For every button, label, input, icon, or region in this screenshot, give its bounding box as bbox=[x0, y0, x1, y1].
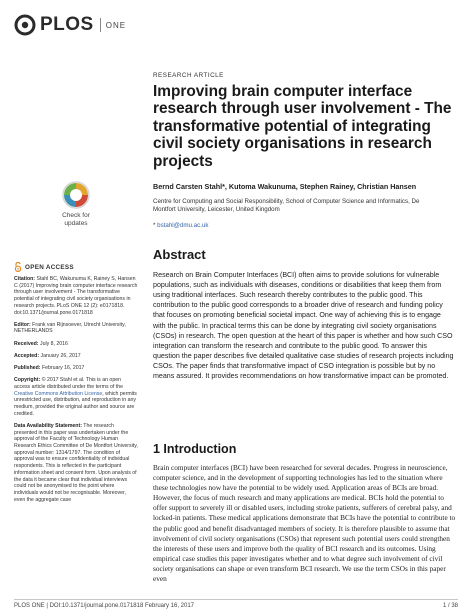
accepted-label: Accepted: bbox=[14, 352, 40, 359]
article-metadata bbox=[14, 276, 138, 509]
open-lock-icon bbox=[14, 262, 22, 272]
article-header bbox=[153, 72, 458, 381]
editor-label: Editor: bbox=[14, 321, 31, 328]
accepted-block bbox=[14, 353, 138, 360]
received-block bbox=[14, 341, 138, 348]
crossmark-icon bbox=[61, 180, 91, 210]
logo-subtitle: ONE bbox=[105, 20, 127, 30]
corresponding-star: * bbox=[153, 222, 156, 230]
author-list: Bernd Carsten Stahl*, Kutoma Wakunuma, Stephen Rainey, Christian Hansen bbox=[153, 182, 417, 192]
received-label: Received: bbox=[14, 340, 39, 347]
affiliation: Centre for Computing and Social Responsibility, School of Computer Science and Informatics, De Montfort University, Leicester, United Kingdom bbox=[153, 198, 420, 214]
abstract-heading: Abstract bbox=[153, 247, 206, 263]
page-number: 1 / 38 bbox=[442, 603, 458, 609]
data-availability-text: The research presented in this paper was undertaken under the approval of the Faculty of Technology Human Research Ethics Committee of De Montfort University, approval number: 1314/1797. The condition of approval was to ensure confidentiality of individual respondents. This is reflected in the participant information sheet and consent form. Upon analysis of the data it became clear that individual interviews could not be anonymised to the point where individuals would not be recognisable. Moreover, even the aggregate case bbox=[14, 422, 138, 503]
journal-logo[interactable] bbox=[14, 12, 126, 38]
editor-block bbox=[14, 322, 138, 335]
data-availability-block bbox=[14, 423, 138, 503]
citation-text: Stahl BC, Wakunuma K, Rainey S, Hansen C (2017) Improving brain computer interface research through user involvement - The transformative potential of integrating civil society organisations in research projects. PLoS ONE 12 (2): e0171818. doi:10.1371/journal.pone.0171818 bbox=[14, 276, 138, 316]
citation-block bbox=[14, 276, 138, 316]
article-title: Improving brain computer interface research through user involvement - The transformative potential of integrating civil society organisations in research projects bbox=[153, 83, 452, 170]
accepted-text: January 26, 2017 bbox=[40, 352, 81, 359]
copyright-text-post: , which permits unrestricted use, distribution, and reproduction in any medium, provided the original author and source are credited. bbox=[14, 390, 137, 417]
copyright-text-pre: © 2017 Stahl et al. This is an open access article distributed under the terms of the bbox=[14, 377, 123, 390]
license-link[interactable]: Creative Commons Attribution License bbox=[14, 390, 103, 397]
corresponding-email bbox=[153, 222, 458, 229]
published-block bbox=[14, 365, 138, 372]
received-text: July 8, 2016 bbox=[39, 340, 68, 347]
editor-text: Frank van Rijnsoever, Utrecht University, NETHERLANDS bbox=[14, 321, 126, 335]
crossmark-label: Check for updates bbox=[62, 212, 90, 227]
open-access-label bbox=[14, 262, 138, 272]
copyright-label: Copyright: bbox=[14, 377, 41, 384]
logo-divider bbox=[100, 18, 101, 32]
footer-divider bbox=[14, 599, 458, 600]
introduction-text: Brain computer interfaces (BCI) have been researched for several decades. Progress in neuroscience, computer science, and in the development of supporting technologies has led to the situation where these technologies now have the potential to be widely used. Application areas of BCIs are broad. However, the focus of much research and many applications are medical. BCIs hold the potential to offer support to severely ill or disabled users, including stroke patients, sufferers of cerebral palsy, and locked-in patients. These medical applications demonstrate that BCIs have the potential to contribute to the public good and benefit disadvantaged members of society. It is therefore plausible to assume that involvement of civil society organisations (CSOs) that represent such potential users could strengthen the interests of these users and improve both the quality of BCI research and its outcomes. Using empirical case studies this paper investigates whether and to what degree such involvement of civil society organisations can shape or even transform BCI research. We use the term CSOs in this paper even bbox=[153, 463, 456, 584]
citation-label: Citation: bbox=[14, 276, 36, 282]
abstract-text: Research on Brain Computer Interfaces (BCI) often aims to provide solutions for vulnerable populations, such as individuals with diseases, conditions or disabilities that keep them from using traditional interfaces. Such research thereby contributes to the public good. This contribution to the public good corresponds to a broader drive of research and funding policy that focuses on promoting beneficial societal impact. One way of achieving this is to engage with the public. In practical terms this can be done by integrating civil society organisations (CSOs) in research. The open question at the heart of this paper is whether and how such CSO integration can transform the research and contribute to the public good. To answer this question the paper describes five detailed qualitative case studies of research projects including CSOs. The paper finds that transformative impact of CSO integration is possible but by no means assured. It provides recommendations on how transformative impact can be promoted. bbox=[153, 271, 454, 380]
copyright-block bbox=[14, 377, 138, 417]
published-label: Published: bbox=[14, 365, 41, 372]
published-text: February 16, 2017 bbox=[41, 365, 85, 372]
plos-logo-icon bbox=[14, 14, 36, 36]
article-type: RESEARCH ARTICLE bbox=[153, 72, 224, 79]
footer-citation: PLOS ONE | DOI:10.1371/journal.pone.0171818 February 16, 2017 bbox=[14, 603, 195, 609]
logo-text: PLOS bbox=[40, 14, 94, 35]
email-link[interactable]: bstahl@dmu.ac.uk bbox=[157, 222, 209, 230]
check-for-updates-badge[interactable] bbox=[54, 180, 98, 227]
open-access-text: OPEN ACCESS bbox=[25, 263, 74, 271]
introduction-heading: 1 Introduction bbox=[153, 442, 237, 456]
data-availability-label: Data Availability Statement: bbox=[14, 422, 82, 429]
